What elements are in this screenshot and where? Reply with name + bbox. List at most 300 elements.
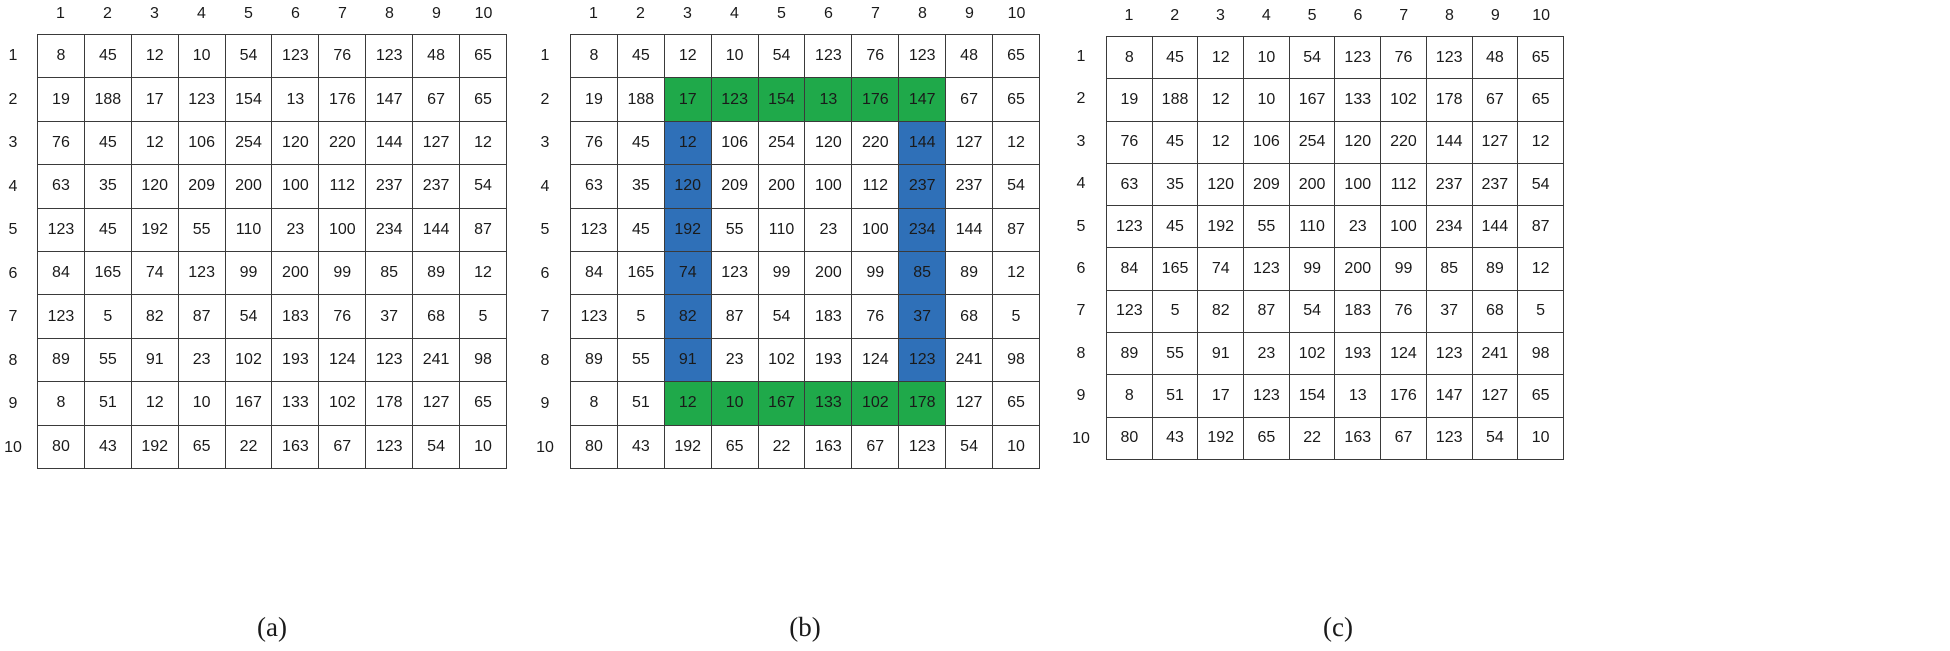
matrix-cell: 91 — [664, 338, 711, 381]
matrix-cell: 123 — [1107, 290, 1153, 332]
column-label: 4 — [730, 5, 739, 22]
matrix-cell: 17 — [1198, 375, 1244, 417]
matrix-cell: 68 — [946, 295, 993, 338]
matrix-cell: 12 — [460, 251, 507, 294]
matrix-cell: 48 — [1472, 37, 1518, 79]
matrix-cell: 112 — [319, 165, 366, 208]
matrix-cell: 127 — [946, 121, 993, 164]
matrix-cell: 144 — [899, 121, 946, 164]
matrix-grid — [570, 34, 1040, 469]
matrix-row — [38, 382, 507, 425]
matrix-cell: 13 — [805, 78, 852, 121]
matrix-cell: 165 — [84, 251, 131, 294]
matrix-cell: 241 — [413, 338, 460, 381]
matrix-cell: 200 — [1335, 248, 1381, 290]
matrix-cell: 106 — [178, 121, 225, 164]
matrix-cell: 54 — [758, 35, 805, 78]
matrix-cell: 45 — [617, 208, 664, 251]
matrix-cell: 188 — [1152, 79, 1198, 121]
matrix-cell: 19 — [1107, 79, 1153, 121]
matrix-cell: 254 — [758, 121, 805, 164]
matrix-cell: 147 — [366, 78, 413, 121]
matrix-cell: 43 — [84, 425, 131, 468]
matrix-cell: 147 — [1426, 375, 1472, 417]
matrix-cell: 12 — [664, 121, 711, 164]
column-label: 6 — [291, 5, 300, 22]
matrix-row — [571, 295, 1040, 338]
column-label: 3 — [683, 5, 692, 22]
matrix-cell: 12 — [1518, 248, 1564, 290]
matrix-cell: 89 — [1472, 248, 1518, 290]
matrix-cell: 80 — [38, 425, 85, 468]
matrix-cell: 76 — [1381, 290, 1427, 332]
matrix-cell: 192 — [1198, 206, 1244, 248]
matrix-row — [571, 338, 1040, 381]
matrix-cell: 237 — [946, 165, 993, 208]
matrix-cell: 63 — [571, 165, 618, 208]
matrix-cell: 10 — [178, 382, 225, 425]
matrix-row — [571, 251, 1040, 294]
matrix-cell: 23 — [1335, 206, 1381, 248]
matrix-cell: 65 — [711, 425, 758, 468]
matrix-cell: 123 — [1426, 333, 1472, 375]
matrix-cell: 87 — [1518, 206, 1564, 248]
row-label: 8 — [1076, 344, 1086, 362]
matrix-cell: 65 — [993, 35, 1040, 78]
matrix-cell: 123 — [272, 35, 319, 78]
column-label: 10 — [1532, 7, 1550, 24]
matrix-cell: 209 — [1244, 163, 1290, 205]
matrix-cell: 76 — [319, 35, 366, 78]
matrix-cell: 55 — [178, 208, 225, 251]
matrix-cell: 45 — [84, 121, 131, 164]
matrix-cell: 98 — [460, 338, 507, 381]
row-label: 10 — [536, 438, 554, 456]
row-label: 1 — [8, 47, 18, 64]
matrix-cell: 144 — [1472, 206, 1518, 248]
matrix-cell: 154 — [758, 78, 805, 121]
matrix-cell: 54 — [1472, 417, 1518, 459]
column-label: 4 — [197, 5, 206, 22]
matrix-cell: 102 — [225, 338, 272, 381]
matrix-cell: 234 — [366, 208, 413, 251]
matrix-cell: 234 — [899, 208, 946, 251]
matrix-row — [571, 165, 1040, 208]
matrix-row — [38, 165, 507, 208]
matrix-cell: 144 — [366, 121, 413, 164]
matrix-cell: 17 — [131, 78, 178, 121]
matrix-cell: 183 — [805, 295, 852, 338]
row-label: 2 — [540, 90, 550, 108]
matrix-cell: 43 — [1152, 417, 1198, 459]
column-label: 1 — [589, 5, 598, 22]
matrix-cell: 102 — [1289, 333, 1335, 375]
matrix-cell: 220 — [319, 121, 366, 164]
matrix-cell: 89 — [38, 338, 85, 381]
column-label: 10 — [474, 5, 493, 22]
matrix-cell: 23 — [272, 208, 319, 251]
matrix-cell: 237 — [1426, 163, 1472, 205]
matrix-cell: 241 — [1472, 333, 1518, 375]
row-label: 3 — [540, 134, 550, 151]
matrix-cell: 12 — [1198, 79, 1244, 121]
matrix-cell: 54 — [413, 425, 460, 468]
matrix-cell: 110 — [758, 208, 805, 251]
matrix-cell: 110 — [1289, 206, 1335, 248]
matrix-cell: 76 — [571, 121, 618, 164]
row-label: 2 — [8, 90, 18, 108]
matrix-cell: 100 — [319, 208, 366, 251]
panel-caption: (b) — [789, 612, 821, 642]
row-label: 4 — [1076, 175, 1086, 193]
matrix-cell: 12 — [664, 382, 711, 425]
matrix-cell: 54 — [758, 295, 805, 338]
column-label: 5 — [1307, 7, 1317, 24]
row-label: 8 — [540, 351, 550, 369]
matrix-cell: 100 — [805, 165, 852, 208]
matrix-cell: 65 — [460, 35, 507, 78]
matrix-cell: 237 — [366, 165, 413, 208]
matrix-cell: 188 — [84, 78, 131, 121]
matrix-row — [571, 208, 1040, 251]
matrix-cell: 8 — [1107, 37, 1153, 79]
matrix-cell: 22 — [758, 425, 805, 468]
matrix-cell: 99 — [758, 251, 805, 294]
matrix-cell: 37 — [899, 295, 946, 338]
matrix-cell: 123 — [366, 35, 413, 78]
matrix-cell: 120 — [1335, 121, 1381, 163]
row-label: 6 — [540, 264, 550, 282]
matrix-cell: 54 — [1289, 37, 1335, 79]
matrix-cell: 127 — [413, 382, 460, 425]
matrix-cell: 120 — [805, 121, 852, 164]
matrix-row — [38, 425, 507, 468]
matrix-cell: 67 — [1381, 417, 1427, 459]
row-label: 9 — [1076, 387, 1086, 405]
matrix-cell: 76 — [852, 35, 899, 78]
matrix-row — [1107, 375, 1564, 417]
matrix-cell: 85 — [899, 251, 946, 294]
matrix-row — [571, 425, 1040, 468]
row-label: 5 — [1076, 217, 1086, 235]
matrix-cell: 12 — [460, 121, 507, 164]
row-label: 9 — [540, 395, 550, 412]
matrix-cell: 82 — [664, 295, 711, 338]
matrix-row — [571, 382, 1040, 425]
matrix-cell: 234 — [1426, 206, 1472, 248]
matrix-cell: 123 — [899, 425, 946, 468]
matrix-cell: 120 — [1198, 163, 1244, 205]
row-label: 5 — [540, 221, 550, 238]
matrix-row — [1107, 121, 1564, 163]
matrix-cell: 220 — [852, 121, 899, 164]
matrix-row — [571, 121, 1040, 164]
matrix-cell: 133 — [272, 382, 319, 425]
matrix-cell: 165 — [617, 251, 664, 294]
matrix-cell: 91 — [131, 338, 178, 381]
matrix-cell: 237 — [1472, 163, 1518, 205]
matrix-cell: 65 — [460, 382, 507, 425]
matrix-cell: 237 — [413, 165, 460, 208]
column-label: 8 — [1445, 7, 1454, 24]
matrix-cell: 5 — [1152, 290, 1198, 332]
matrix-cell: 123 — [1335, 37, 1381, 79]
matrix-cell: 82 — [1198, 290, 1244, 332]
matrix-cell: 67 — [1472, 79, 1518, 121]
matrix-cell: 193 — [272, 338, 319, 381]
matrix-cell: 154 — [1289, 375, 1335, 417]
matrix-cell: 167 — [1289, 79, 1335, 121]
row-label: 4 — [8, 177, 18, 195]
matrix-cell: 192 — [664, 425, 711, 468]
matrix-cell: 76 — [319, 295, 366, 338]
matrix-row — [1107, 248, 1564, 290]
row-label: 9 — [8, 395, 18, 412]
matrix-cell: 188 — [617, 78, 664, 121]
matrix-cell: 144 — [946, 208, 993, 251]
matrix-cell: 124 — [852, 338, 899, 381]
matrix-cell: 10 — [711, 35, 758, 78]
matrix-cell: 200 — [1289, 163, 1335, 205]
matrix-cell: 102 — [1381, 79, 1427, 121]
matrix-cell: 178 — [366, 382, 413, 425]
matrix-cell: 8 — [38, 35, 85, 78]
matrix-cell: 65 — [460, 78, 507, 121]
matrix-cell: 17 — [664, 78, 711, 121]
matrix-cell: 254 — [1289, 121, 1335, 163]
matrix-cell: 37 — [1426, 290, 1472, 332]
matrix-cell: 37 — [366, 295, 413, 338]
matrix-cell: 82 — [131, 295, 178, 338]
matrix-cell: 220 — [1381, 121, 1427, 163]
matrix-cell: 80 — [1107, 417, 1153, 459]
matrix-cell: 123 — [178, 251, 225, 294]
matrix-cell: 67 — [319, 425, 366, 468]
matrix-cell: 45 — [84, 35, 131, 78]
matrix-cell: 8 — [1107, 375, 1153, 417]
matrix-cell: 87 — [178, 295, 225, 338]
matrix-cell: 63 — [38, 165, 85, 208]
matrix-cell: 110 — [225, 208, 272, 251]
matrix-row — [1107, 417, 1564, 459]
matrix-cell: 99 — [852, 251, 899, 294]
column-label: 9 — [965, 5, 974, 22]
matrix-cell: 54 — [225, 295, 272, 338]
matrix-cell: 12 — [664, 35, 711, 78]
matrix-cell: 10 — [993, 425, 1040, 468]
matrix-cell: 193 — [1335, 333, 1381, 375]
matrix-cell: 163 — [805, 425, 852, 468]
column-label: 5 — [777, 5, 786, 22]
row-label: 8 — [8, 351, 18, 369]
matrix-cell: 163 — [272, 425, 319, 468]
matrix-cell: 178 — [899, 382, 946, 425]
column-label: 1 — [56, 5, 65, 22]
matrix-cell: 99 — [1289, 248, 1335, 290]
matrix-cell: 76 — [852, 295, 899, 338]
matrix-row — [38, 208, 507, 251]
matrix-cell: 120 — [131, 165, 178, 208]
column-label: 1 — [1124, 7, 1134, 24]
matrix-cell: 99 — [1381, 248, 1427, 290]
row-label: 1 — [540, 47, 550, 64]
matrix-cell: 133 — [805, 382, 852, 425]
matrix-cell: 123 — [1426, 37, 1472, 79]
matrix-cell: 123 — [366, 338, 413, 381]
matrix-cell: 133 — [1335, 79, 1381, 121]
matrix-cell: 67 — [413, 78, 460, 121]
matrix-cell: 209 — [178, 165, 225, 208]
column-label: 2 — [636, 5, 645, 22]
matrix-cell: 10 — [711, 382, 758, 425]
matrix-cell: 123 — [1107, 206, 1153, 248]
matrix-cell: 45 — [84, 208, 131, 251]
matrix-cell: 67 — [852, 425, 899, 468]
matrix-cell: 65 — [1244, 417, 1290, 459]
matrix-cell: 163 — [1335, 417, 1381, 459]
row-label: 6 — [8, 264, 18, 282]
column-label: 8 — [385, 5, 394, 22]
matrix-cell: 12 — [131, 35, 178, 78]
matrix-row — [38, 35, 507, 78]
matrix-cell: 89 — [1107, 333, 1153, 375]
matrix-cell: 12 — [131, 121, 178, 164]
matrix-cell: 54 — [1289, 290, 1335, 332]
column-label: 5 — [244, 5, 253, 22]
matrix-cell: 74 — [131, 251, 178, 294]
column-label: 7 — [1399, 7, 1409, 24]
matrix-cell: 123 — [711, 78, 758, 121]
matrix-cell: 127 — [946, 382, 993, 425]
matrix-cell: 192 — [131, 425, 178, 468]
row-label: 10 — [4, 438, 22, 456]
matrix-cell: 76 — [1107, 121, 1153, 163]
matrix-cell: 5 — [1518, 290, 1564, 332]
column-label: 9 — [432, 5, 441, 22]
matrix-cell: 10 — [1518, 417, 1564, 459]
matrix-cell: 89 — [571, 338, 618, 381]
matrix-cell: 183 — [272, 295, 319, 338]
matrix-cell: 98 — [993, 338, 1040, 381]
matrix-cell: 45 — [1152, 206, 1198, 248]
matrix-cell: 241 — [946, 338, 993, 381]
matrix-cell: 68 — [1472, 290, 1518, 332]
matrix-cell: 35 — [84, 165, 131, 208]
panel-caption: (a) — [257, 612, 287, 642]
matrix-cell: 55 — [711, 208, 758, 251]
matrix-cell: 12 — [993, 251, 1040, 294]
matrix-cell: 13 — [272, 78, 319, 121]
matrix-cell: 8 — [38, 382, 85, 425]
matrix-cell: 76 — [1381, 37, 1427, 79]
matrix-cell: 200 — [805, 251, 852, 294]
matrix-row — [38, 338, 507, 381]
matrix-row — [38, 251, 507, 294]
matrix-cell: 124 — [1381, 333, 1427, 375]
matrix-cell: 51 — [84, 382, 131, 425]
matrix-cell: 87 — [993, 208, 1040, 251]
row-label: 2 — [1076, 90, 1086, 108]
matrix-cell: 65 — [1518, 37, 1564, 79]
matrix-cell: 176 — [852, 78, 899, 121]
matrix-cell: 200 — [758, 165, 805, 208]
matrix-cell: 123 — [899, 35, 946, 78]
matrix-cell: 63 — [1107, 163, 1153, 205]
matrix-row — [1107, 79, 1564, 121]
matrix-cell: 65 — [993, 382, 1040, 425]
matrix-cell: 10 — [178, 35, 225, 78]
matrix-cell: 55 — [1152, 333, 1198, 375]
matrix-cell: 123 — [805, 35, 852, 78]
matrix-cell: 209 — [711, 165, 758, 208]
matrix-cell: 12 — [131, 382, 178, 425]
column-label: 3 — [150, 5, 159, 22]
matrix-cell: 45 — [617, 121, 664, 164]
matrix-cell: 51 — [1152, 375, 1198, 417]
matrix-cell: 85 — [366, 251, 413, 294]
matrix-row — [38, 121, 507, 164]
matrix-cell: 154 — [225, 78, 272, 121]
matrix-cell: 102 — [319, 382, 366, 425]
matrix-cell: 123 — [571, 295, 618, 338]
row-label: 3 — [8, 134, 18, 151]
matrix-cell: 112 — [852, 165, 899, 208]
matrix-cell: 13 — [1335, 375, 1381, 417]
matrix-cell: 192 — [664, 208, 711, 251]
matrix-grid — [37, 34, 507, 469]
matrix-cell: 165 — [1152, 248, 1198, 290]
matrix-cell: 84 — [38, 251, 85, 294]
matrix-cell: 123 — [38, 208, 85, 251]
matrix-cell: 23 — [805, 208, 852, 251]
matrix-cell: 65 — [1518, 79, 1564, 121]
matrix-cell: 23 — [1244, 333, 1290, 375]
matrix-cell: 54 — [225, 35, 272, 78]
matrix-cell: 54 — [460, 165, 507, 208]
matrix-cell: 22 — [1289, 417, 1335, 459]
column-label: 3 — [1216, 7, 1225, 24]
row-label: 5 — [8, 221, 18, 238]
matrix-cell: 5 — [617, 295, 664, 338]
matrix-cell: 5 — [993, 295, 1040, 338]
column-label: 8 — [918, 5, 927, 22]
matrix-cell: 200 — [272, 251, 319, 294]
matrix-row — [1107, 290, 1564, 332]
matrix-cell: 51 — [617, 382, 664, 425]
matrix-cell: 12 — [993, 121, 1040, 164]
matrix-cell: 120 — [664, 165, 711, 208]
matrix-cell: 67 — [946, 78, 993, 121]
matrix-cell: 35 — [617, 165, 664, 208]
matrix-cell: 123 — [1426, 417, 1472, 459]
matrix-cell: 123 — [178, 78, 225, 121]
matrix-cell: 123 — [1244, 248, 1290, 290]
row-label: 7 — [8, 308, 18, 325]
matrix-row — [1107, 37, 1564, 79]
matrix-cell: 99 — [225, 251, 272, 294]
matrix-row — [1107, 333, 1564, 375]
matrix-cell: 76 — [38, 121, 85, 164]
matrix-cell: 54 — [946, 425, 993, 468]
matrix-cell: 84 — [571, 251, 618, 294]
matrix-cell: 167 — [758, 382, 805, 425]
matrix-cell: 123 — [38, 295, 85, 338]
matrix-row — [571, 78, 1040, 121]
matrix-cell: 84 — [1107, 248, 1153, 290]
matrix-cell: 102 — [758, 338, 805, 381]
matrix-cell: 89 — [946, 251, 993, 294]
matrix-cell: 12 — [1518, 121, 1564, 163]
